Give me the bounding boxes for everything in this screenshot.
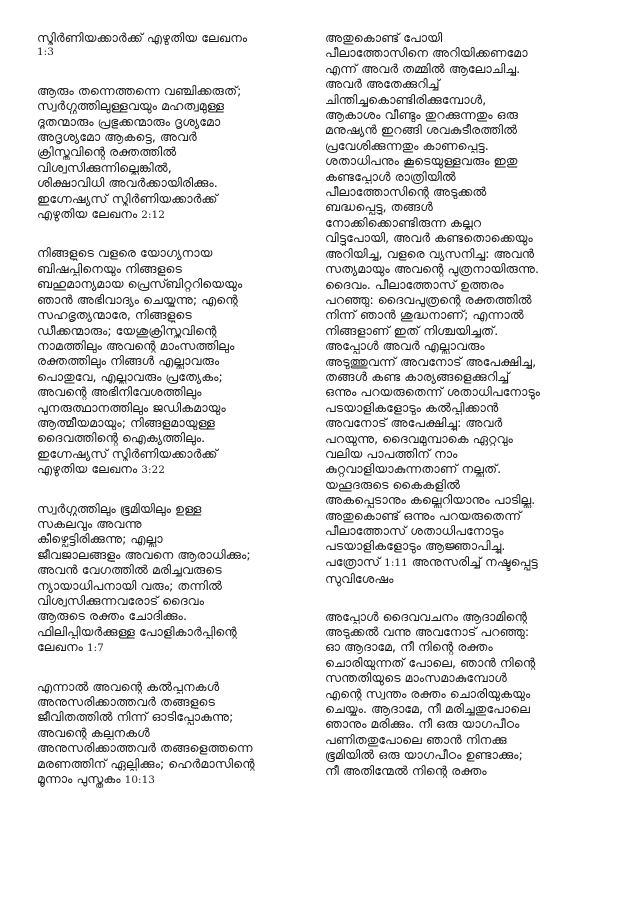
- line-text: ഭൂമിയിൽ ഒരു യാഗപീഠം ഉണ്ടാക്കും;: [325, 747, 523, 763]
- text-line: [325, 701, 615, 716]
- line-text: ആകാശം വീണ്ടും തുറക്കുന്നതും ഒരു: [325, 107, 519, 123]
- line-text: ജീവിതത്തിൽ നിന്ന് ഓടിപ്പോകുന്നു;: [37, 709, 234, 725]
- line-text: ബദ്ധപ്പെട്ടു, തങ്ങൾ: [325, 199, 433, 215]
- text-line: [325, 169, 615, 184]
- text-line: [37, 114, 325, 129]
- line-text: എഴുതിയ ലേഖനം: [37, 461, 138, 477]
- text-line: [37, 694, 325, 709]
- text-line: [325, 30, 615, 45]
- line-text: അവനോട് അപേക്ഷിച്ചു: അവർ: [325, 415, 503, 431]
- text-line: [37, 679, 325, 694]
- text-line: [325, 624, 615, 639]
- line-text: ദൈവം. പീലാത്തോസ് ഉത്തരം: [325, 276, 504, 292]
- line-text: ഡീക്കന്മാരും; യേശുക്രിസ്തുവിന്റെ: [37, 322, 217, 338]
- line-text: ഞാൻ അഭിവാദ്യം ചെയ്യുന്നു; എന്റെ: [37, 291, 238, 307]
- text-line: [325, 431, 615, 446]
- line-text: നിങ്ങളുടെ വളരെ യോഗ്യനായ: [37, 245, 213, 261]
- line-text: ലേഖനം: [37, 639, 83, 655]
- line-text: ചിന്തിച്ചുകൊണ്ടിരിക്കുമ്പോൾ,: [325, 91, 487, 107]
- line-text: ദൈവത്തിന്റെ ഐക്യത്തിലും.: [37, 430, 206, 446]
- line-text: നിന്ന് ഞാൻ ശുദ്ധനാണ്; എന്നാൽ: [325, 307, 524, 323]
- text-line: [325, 184, 615, 199]
- text-line: [37, 531, 325, 546]
- text-line: [325, 446, 615, 461]
- text-line: [325, 307, 615, 322]
- text-line: [325, 523, 615, 538]
- text-line: [37, 740, 325, 755]
- line-text: ചൊരിയുന്നത് പോലെ, ഞാൻ നിന്റെ: [325, 654, 536, 670]
- text-line: [325, 477, 615, 492]
- text-line: [325, 763, 615, 778]
- text-line: [37, 307, 325, 322]
- quote-paragraph: [37, 83, 325, 224]
- text-line: [325, 76, 615, 91]
- quote-paragraph: [37, 30, 325, 61]
- line-text: പടയാളികളോടും കൽപ്പിക്കാൻ: [325, 399, 499, 415]
- text-line: [325, 138, 615, 153]
- line-text: പ്രവേശിക്കുന്നതും കാണപ്പെട്ടു.: [325, 137, 489, 153]
- line-text: മനുഷ്യൻ ഇറങ്ങി ശവകുടീരത്തിൽ: [325, 122, 518, 138]
- text-line: [37, 578, 325, 593]
- text-line: [325, 261, 615, 276]
- line-text: യഹൂദരുടെ കൈകളിൽ: [325, 476, 461, 492]
- text-line: [37, 369, 325, 384]
- text-line: [325, 369, 615, 384]
- line-text: മൂന്നാം പുസ്തകം: [37, 771, 121, 787]
- line-text: സത്യമായും അവന്റെ പുത്രനായിരുന്നു.: [325, 261, 539, 277]
- citation-reference: 1:11: [384, 556, 408, 569]
- line-text: ഫിലിപ്പിയർക്കുള്ള പോളികാർപ്പിന്റെ: [37, 623, 237, 639]
- text-line: [37, 98, 325, 113]
- text-line: [37, 593, 325, 608]
- citation-reference: 10:13: [124, 774, 155, 787]
- line-text: അറിയിച്ചു, വളരെ വ്യസനിച്ചു: അവൻ: [325, 245, 535, 261]
- text-line: [37, 160, 325, 175]
- text-line: [325, 492, 615, 507]
- citation-reference: 2:12: [141, 209, 165, 222]
- text-line: [325, 292, 615, 307]
- line-text: സകലവും അവന്നു: [37, 515, 142, 531]
- line-text: ചെയ്യും. ആദാമേ, നീ മരിച്ചതുപോലെ: [325, 701, 531, 717]
- text-line: [37, 624, 325, 639]
- text-line: [37, 446, 325, 461]
- text-line: [37, 709, 325, 724]
- text-line: [37, 30, 325, 45]
- text-line: [37, 400, 325, 415]
- text-line: [37, 338, 325, 353]
- text-line: [37, 430, 325, 445]
- text-line: [325, 153, 615, 168]
- line-text: അവൻ വേഗത്തിൽ മരിച്ചവരുടെ: [37, 562, 222, 578]
- text-line: [37, 639, 325, 656]
- line-text: അനുസരിക്കാത്തവർ തങ്ങളെത്തന്നെ: [37, 740, 253, 756]
- text-line: [325, 554, 615, 571]
- line-text: മരണത്തിന് ഏല്പിക്കും; ഹെർമാസിന്റെ: [37, 755, 255, 771]
- line-text: ഞാനും മരിക്കും. നീ ഒരു യാഗപീഠം: [325, 716, 520, 732]
- text-line: [37, 547, 325, 562]
- line-text: നാമത്തിലും അവന്റെ മാംസത്തിലും: [37, 337, 235, 353]
- line-text: നോക്കിക്കൊണ്ടിരുന്ന കല്ലറ: [325, 214, 482, 230]
- text-line: [325, 508, 615, 523]
- text-line: [325, 461, 615, 476]
- line-text: ക്രിസ്തുവിന്റെ രക്തത്തിൽ: [37, 144, 177, 160]
- text-line: [37, 353, 325, 368]
- text-line: [37, 175, 325, 190]
- line-text: കീഴ്പ്പെട്ടിരിക്കുന്നു; എല്ലാ: [37, 531, 163, 547]
- line-text: അപ്പോൾ അവർ എല്ലാവരും: [325, 338, 485, 354]
- text-line: [325, 323, 615, 338]
- line-text: അവർ അതേക്കുറിച്ച്: [325, 76, 440, 92]
- text-line: [37, 415, 325, 430]
- line-text: തങ്ങൾ കണ്ട കാര്യങ്ങളെക്കുറിച്ച്: [325, 368, 510, 384]
- text-line: [37, 608, 325, 623]
- line-text: ന്യായാധിപനായി വരും; തന്നിൽ: [37, 577, 222, 593]
- line-text: സ്വർഗ്ഗത്തിലുള്ളവയും മഹത്വമുള്ള: [37, 98, 225, 114]
- text-line: [37, 261, 325, 276]
- line-text: പറഞ്ഞു: ദൈവപുത്രന്റെ രക്തത്തിൽ: [325, 291, 532, 307]
- line-text: എഴുതിയ ലേഖനം: [37, 206, 138, 222]
- quote-paragraph: [37, 245, 325, 478]
- text-line: [37, 129, 325, 144]
- quote-paragraph: [325, 30, 615, 587]
- citation-suffix: അനുസരിച്ച് നഷ്ടപ്പെട്ട: [411, 553, 538, 569]
- text-line: [325, 107, 615, 122]
- line-text: വിശ്വസിക്കുന്നില്ലെങ്കിൽ,: [37, 159, 172, 175]
- line-text: എന്റെ സ്വന്തം രക്തം ചൊരിയുകയും: [325, 685, 531, 701]
- text-line: [37, 501, 325, 516]
- line-text: സുവിശേഷം: [325, 571, 394, 587]
- text-line: [37, 245, 325, 260]
- text-line: [37, 206, 325, 223]
- quote-paragraph: [325, 609, 615, 778]
- text-line: [37, 384, 325, 399]
- text-line: [325, 246, 615, 261]
- line-text: സ്വർഗ്ഗത്തിലും ഭൂമിയിലും ഉള്ള: [37, 500, 202, 516]
- text-line: [325, 747, 615, 762]
- line-text: വിട്ടുപോയി, അവർ കണ്ടതൊക്കെയും: [325, 230, 533, 246]
- line-text: സന്തതിയുടെ മാംസമാകുമ്പോൾ: [325, 670, 507, 686]
- line-text: കുറ്റവാളിയാകുന്നതാണ് നല്ലത്.: [325, 461, 502, 477]
- line-text: അനുസരിക്കാത്തവർ തങ്ങളുടെ: [37, 694, 215, 710]
- text-line: [37, 756, 325, 771]
- text-line: [325, 571, 615, 586]
- text-line: [37, 516, 325, 531]
- text-line: [325, 277, 615, 292]
- line-text: വിശ്വസിക്കുന്നവരോട് ദൈവം: [37, 593, 204, 608]
- line-text: പുനരുത്ഥാനത്തിലും ജഡികമായും: [37, 399, 226, 415]
- left-column: [37, 30, 325, 810]
- line-text: പറയുന്നു, ദൈവമുമ്പാകെ ഏറ്റവും: [325, 430, 513, 446]
- text-line: [325, 686, 615, 701]
- text-line: [325, 655, 615, 670]
- quote-paragraph: [37, 679, 325, 789]
- citation-reference: 3:22: [141, 464, 165, 477]
- text-line: [325, 61, 615, 76]
- line-text: രക്തത്തിലും നിങ്ങൾ എല്ലാവരും: [37, 353, 220, 369]
- line-text: അതുകൊണ്ട് ഒന്നും പറയരുതെന്ന്: [325, 507, 522, 523]
- line-text: ബിഷപ്പിനെയും നിങ്ങളുടെ: [37, 260, 182, 276]
- text-line: [325, 122, 615, 137]
- line-text: എന്നാൽ അവന്റെ കൽപ്പനകൾ: [37, 678, 220, 694]
- line-text: പീലാത്തോസ് ശതാധിപനോടും: [325, 523, 504, 538]
- text-line: [37, 292, 325, 307]
- line-text: ആരുടെ രക്തം ചോദിക്കും.: [37, 608, 187, 624]
- line-text: അദൃശ്യമോ ആകട്ടെ, അവർ: [37, 129, 197, 145]
- line-text: ശിക്ഷാവിധി അവർക്കായിരിക്കും.: [37, 175, 218, 191]
- text-line: [325, 400, 615, 415]
- line-text: ആരും തന്നെത്തന്നെ വഞ്ചിക്കരുത്;: [37, 82, 242, 98]
- line-text: പടയാളികളോടും ആജ്ഞാപിച്ചു.: [325, 538, 506, 554]
- line-text: കണ്ടപ്പോൾ രാത്രിയിൽ: [325, 168, 456, 184]
- text-line: [37, 725, 325, 740]
- line-text: ആത്മീയമായും; നിങ്ങളുമായുള്ള: [37, 414, 215, 430]
- text-line: [325, 538, 615, 553]
- text-line: [325, 92, 615, 107]
- text-line: [325, 215, 615, 230]
- text-line: [325, 384, 615, 399]
- text-line: [37, 83, 325, 98]
- text-line: [325, 609, 615, 624]
- line-text: വലിയ പാപത്തിന് നാം: [325, 445, 458, 461]
- line-text: പണിതതുപോലെ ഞാൻ നിനക്കു: [325, 731, 507, 747]
- text-line: [37, 323, 325, 338]
- citation-reference: 1:7: [86, 642, 104, 655]
- line-text: പൊതുവേ, എല്ലാവരും പ്രത്യേകം;: [37, 368, 223, 384]
- text-line: [325, 45, 615, 60]
- line-text: സഹഭൃത്യന്മാരേ, നിങ്ങളുടെ: [37, 307, 192, 323]
- line-text: ഇഗ്നേഷ്യസ് സ്മിർണിയക്കാർക്ക്: [37, 445, 218, 461]
- line-text: നീ അതിന്മേൽ നിന്റെ രക്തം: [325, 762, 487, 778]
- line-text: സ്മിർണിയക്കാർക്ക് എഴുതിയ ലേഖനം: [37, 30, 248, 45]
- text-line: [325, 415, 615, 430]
- line-text: അതുകൊണ്ട് പോയി: [325, 30, 443, 45]
- line-text: ജീവജാലങ്ങളും അവനെ ആരാധിക്കും;: [37, 546, 251, 562]
- text-line: [325, 230, 615, 245]
- line-text: അവന്റെ കല്പനകൾ: [37, 724, 150, 740]
- line-text: എന്ന് അവർ തമ്മിൽ ആലോചിച്ചു.: [325, 60, 521, 76]
- text-line: [325, 732, 615, 747]
- line-text: ബഹുമാന്യമായ പ്രെസ്ബിറ്ററിയെയും: [37, 276, 243, 292]
- text-line: [325, 639, 615, 654]
- right-column: [325, 30, 615, 800]
- line-text: അടുത്തുവന്ന് അവനോട് അപേക്ഷിച്ചു,: [325, 353, 537, 369]
- line-text: അപ്പോൾ ദൈവവചനം ആദാമിന്റെ: [325, 608, 528, 624]
- text-line: [325, 338, 615, 353]
- line-text: അവന്റെ അഭിനിവേശത്തിലും: [37, 384, 202, 400]
- quote-paragraph: [37, 501, 325, 657]
- text-line: [325, 670, 615, 685]
- line-text: പീലാത്തോസിനെ അറിയിക്കണമോ: [325, 45, 528, 61]
- line-text: നിങ്ങളാണ് ഇത് നിശ്ചയിച്ചത്.: [325, 322, 499, 338]
- citation-reference: 1:3: [37, 46, 54, 59]
- line-text: ശതാധിപനും കൂടെയുള്ളവരും ഇതു: [325, 153, 518, 169]
- line-text: ദൂതന്മാരും പ്രഭുക്കന്മാരും ദൃശ്യമോ: [37, 113, 221, 129]
- text-line: [37, 562, 325, 577]
- text-line: [325, 716, 615, 731]
- line-text: അകപ്പെടാനും കല്ലെറിയാനും പാടില്ല.: [325, 492, 536, 508]
- line-text: പീലാത്തോസിന്റെ അടുക്കൽ: [325, 184, 487, 200]
- line-text: പത്രോസ്: [325, 553, 381, 569]
- text-line: [37, 771, 325, 788]
- text-line: [37, 144, 325, 159]
- line-text: ഓ ആദാമേ, നീ നിന്റെ രക്തം: [325, 639, 493, 655]
- line-text: ഒന്നും പറയരുതെന്ന് ശതാധിപനോടും: [325, 384, 541, 400]
- text-line: [37, 276, 325, 291]
- line-text: അടുക്കൽ വന്നു അവനോട് പറഞ്ഞു:: [325, 624, 530, 640]
- text-line: [37, 191, 325, 206]
- text-line: [37, 461, 325, 478]
- text-line: [325, 354, 615, 369]
- line-text: ഇഗ്നേഷ്യസ് സ്മിർണിയക്കാർക്ക്: [37, 190, 218, 206]
- text-line: [325, 199, 615, 214]
